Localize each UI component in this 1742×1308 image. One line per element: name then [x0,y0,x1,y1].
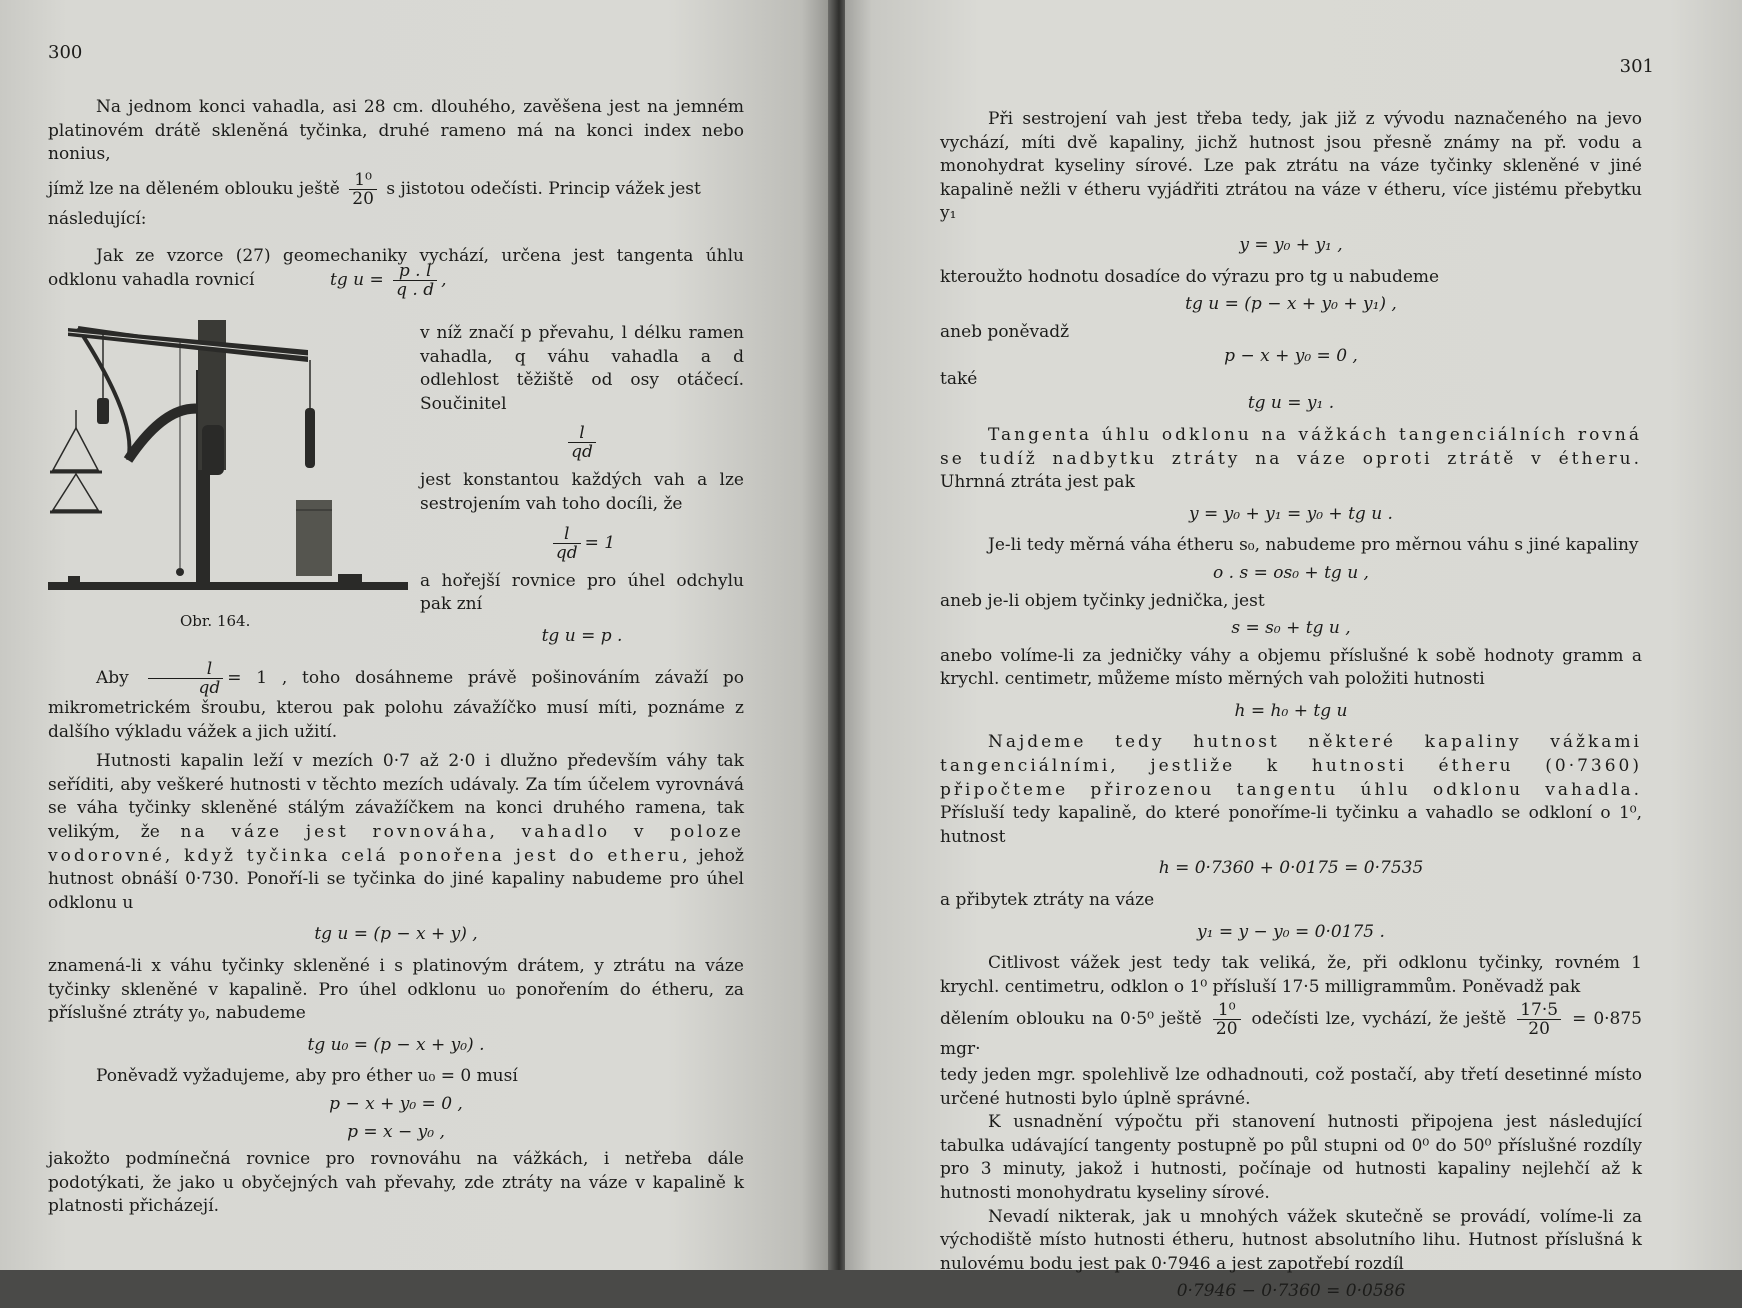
right-paragraph-10: K usnadnění výpočtu při stanovení hutnosti připojena jest následující tabulka udávající tangenty postupně po půl stupni od 0⁰ do 50⁰ příslušné rozdíly pro 3 minuty, jakož i hutnosti, počínaje od hutnosti kapaliny nejlehčí až k hutnosti monohydratu kyseliny sírové. [940,1112,1642,1203]
right-page [845,0,1742,1302]
equation-l-qd-equals-1: $\frac{l}{qd}$ = 1 [420,525,744,562]
equation-tgu-pl-qd: tg u = $\frac{p . l}{q . d}$ , [330,261,447,300]
left-paragraph-3: Aby $\frac{l}{qd}$ = 1 , toho dosáhneme právě pošinováním závaží po mikrometrickém šroubu, kterou pak polohu závažíčko musí míti, poznáme z dalšího výkladu vážek a jich užití. [48,659,745,742]
right-paragraph-1: Při sestrojení vah jest třeba tedy, jak již z vývodu naznačeného na jevo vychází, míti dvě kapaliny, jichž hutnost jsou přesně známy na př. vodu a monohydrat kyseliny sírové. Lze pak ztrátu na váze tyčinky skleněné v jiné kapalině nežli v étheru vyjádřiti ztrátou na váze v étheru, více jistému přebytku y₁ [940,109,1642,224]
left-paragraph-5: znamená-li x váhu tyčinky skleněné i s platinovým drátem, y ztrátu na váze tyčinky skleněné v kapalině. Pro úhel odklonu u₀ ponořením do étheru, za příslušné ztráty y₀, nabudeme [48,955,744,1024]
equation-y-y0-y1: y = y₀ + y₁ , [1239,234,1343,255]
right-paragraph-5: aneb je-li objem tyčinky jednička, jest [940,590,1265,611]
aneb-row: aneb poněvadž [940,321,1070,342]
equation-os: o . s = os₀ + tg u , [1213,562,1369,583]
right-paragraph-2: kteroužto hodnotu dosadíce do výrazu pro tg u nabudeme [940,266,1440,287]
balance-drawing [48,310,408,610]
equation-tgu-full: tg u = (p − x + y₀ + y₁) , [1185,294,1397,315]
right-paragraph-9c: tedy jeden mgr. spolehlivě lze odhadnouti, což postačí, aby třetí desetinné místo určené hutnosti bylo úplně správné. [940,1065,1642,1109]
equation-difference: 0·7946 − 0·7360 = 0·0586 [1176,1281,1406,1302]
left-page [0,0,835,1270]
left-paragraph-2: Jak ze vzorce (27) geomechaniky vychází, určena jest tangenta úhlu odklonu vahadla rovnicí [48,246,744,290]
equation-tgu0: tg u₀ = (p − x + y₀) . [307,1034,485,1055]
left-paragraph-1c: následující: [48,208,147,229]
balance-illustration [48,310,408,640]
right-paragraph-8: a přibytek ztráty na váze [940,890,1155,911]
equation-p-equals-x-minus-y0: p = x − y₀ , [347,1121,445,1142]
left-paragraph-6: Poněvadž vyžadujeme, aby pro éther u₀ = 0 musí [96,1066,518,1087]
take-row: také [940,369,978,390]
right-column [940,108,1642,1308]
right-paragraph-11: Nevadí nikterak, jak u mnohých vážek skutečně se provádí, volíme-li za východiště místo hutnosti étheru, hutnost absolutního lihu. Hutnost příslušná k nulovému bodu jest pak 0·7946 a jest zapotřebí rozdíl [940,1206,1642,1274]
left-column-bottom [48,660,744,1219]
page-number-right: 301 [1619,56,1654,77]
right-paragraph-7: Najdeme tedy hutnost některé kapaliny vážkami tangenciálními, jestliže k hutnosti étheru (0·7360) připočteme přirozenou tangentu úhlu odklonu vahadla. Přísluší tedy kapalině, do které ponoříme-li tyčinku a vahadlo se odkloní o 1⁰, hutnost [940,732,1642,847]
equation-tgu-y1: tg u = y₁ . [1247,393,1335,414]
right-paragraph-6: anebo volíme-li za jedničky váhy a objemu příslušné k sobě hodnoty gramm a krychl. centimetr, můžeme místo měrných vah položiti hutnosti [940,645,1642,690]
left-paragraph-1: Na jednom konci vahadla, asi 28 cm. dlouhého, zavěšena jest na jemném platinovém drátě skleněná tyčinka, druhé rameno má na konci index nebo nonius, [48,97,744,165]
equation-p-x-y0-zero-right: p − x + y₀ = 0 , [1224,345,1358,366]
equation-h-value: h = 0·7360 + 0·0175 = 0·7535 [1158,858,1424,879]
left-paragraph-7: jakožto podmínečná rovnice pro rovnováhu na vážkách, i netřeba dále podotýkati, že jako u obyčejných vah převahy, zde ztráty na váze v kapalině k platnosti přicházejí. [48,1149,744,1217]
fraction-one-twentieth: $\frac{\text{1⁰}}{20}$ [349,171,377,208]
figure-side-text: v níž značí p převahu, l délku ramen vahadla, q váhu vahadla a d odlehlost těžiště od osy otáčecí. Součinitel $\frac{l}{qd}$ jest konstantou každých vah a lze sestrojením vah toho docíli, že $\frac{l}{qd}$ = 1 a hořejší rovnice pro úhel odchylu pak zní tg u = p . [420,322,744,656]
equation-y-total: y = y₀ + y₁ = y₀ + tg u . [1189,503,1393,524]
left-paragraph-1b: jímž lze na děleném oblouku ještě $\frac{\text{1⁰}}{20}$ s jistotou odečísti. Princip vážek jest [48,169,701,209]
right-paragraph-9: Citlivost vážek jest tedy tak veliká, že, při odklonu tyčinky, rovném 1 krychl. centimetru, odklon o 1⁰ přísluší 17·5 milligrammům. Poněvadž pak [940,953,1642,997]
equation-tgu-p: tg u = p . [541,625,623,646]
equation-s: s = s₀ + tg u , [1231,618,1351,639]
right-paragraph-3: Tangenta úhlu odklonu na vážkách tangenciálních rovná se tudíž nadbytku ztráty na váze oproti ztrátě v étheru. Uhrnná ztráta jest pak [940,424,1642,493]
equation-y1-value: y₁ = y − y₀ = 0·0175 . [1197,921,1385,942]
right-paragraph-9b: dělením oblouku na 0·5⁰ ještě $\frac{\text{1⁰}}{20}$ odečísti lze, vychází, že ještě $\frac{17\cdot 5}{20}$ = 0·875 mgr· [940,1000,1642,1060]
page-number-left: 300 [48,42,83,63]
equation-p-x-y0-zero: p − x + y₀ = 0 , [329,1093,463,1114]
figure-caption: Obr. 164. [180,612,251,630]
right-paragraph-4: Je-li tedy měrná váha étheru s₀, nabudeme pro měrnou váhu s jiné kapaliny [988,535,1639,556]
equation-h: h = h₀ + tg u [1234,700,1348,721]
equation-tgu-p-x-y: tg u = (p − x + y) , [314,924,478,945]
left-paragraph-4: Hutnosti kapalin leží v mezích 0·7 až 2·0 i dlužno především váhy tak seříditi, aby veškeré hutnosti v těchto mezích udávaly. Za tím účelem vyrovnává se váha tyčinky skleněné stálým závažíčkem na konci druhého ramena, tak velikým, že na váze jest rovnováha, vahadlo v poloze vodorovné, když tyčinka celá ponořena jest do etheru, jehož hutnost obnáší 0·730. Ponoří-li se tyčinka do jiné kapaliny nabudeme pro úhel odklonu u [48,751,745,913]
fraction-l-over-qd: $\frac{l}{qd}$ [420,424,744,461]
